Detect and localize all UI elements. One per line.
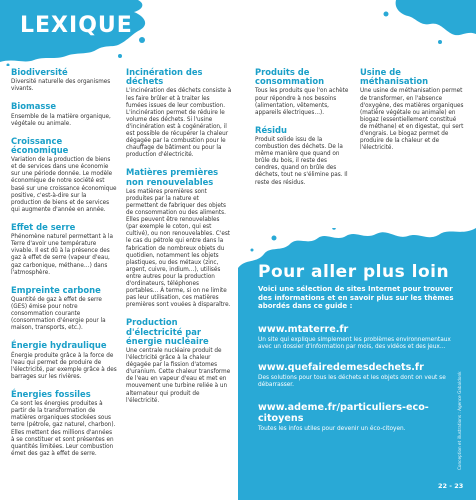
glossary-term: Empreinte carbone [11,284,101,295]
resource-link-block [258,324,463,351]
lexique-column-4 [360,68,464,161]
glossary-entry [11,102,117,127]
glossary-definition: Tous les produits que l'on achète pour répondre à nos besoins (alimentation, vêtements, appareils électriques…). [255,88,349,116]
glossary-definition: Une usine de méthanisation permet de transformer, en l'absence d'oxygène, des matières organiques (matière végétale ou animale) en biogaz (essentiellement constitué de méthane) et en digestat, qui sert d'engrais. Le biogaz permet de produire de la chaleur et de l'électricité. [360,88,464,152]
glossary-term: Croissance économique [11,135,69,155]
glossary-entry [126,318,232,404]
glossary-definition: Les matières premières sont produites par la nature et permettent de fabriquer des objets de consommation ou des aliments. Elles peuvent être renouvelables (par exemple le coton, qui est cultivé), ou non renouvelables. C'est le cas du pétrole qui entre dans la fabrication de nombreux objets du quotidien, notamment les objets plastiques, ou des métaux (zinc, argent, cuivre, indium…), utilisés entre autres pour la production d'ordinateurs, téléphones portables… À terme, si on ne limite pas leur utilisation, ces matières premières sont vouées à disparaître. [126,188,231,309]
glossary-definition: Diversité naturelle des organismes vivants. [11,79,111,93]
glossary-term: Biomasse [11,101,57,112]
glossary-entry [11,390,117,458]
glossary-term: Incinération des déchets [126,67,203,87]
glossary-entry [11,286,117,333]
corner-ink-splash [356,0,476,50]
resource-link-block [258,402,463,433]
resource-link-block [258,362,463,389]
glossary-term: Production d'électricité par énergie nucléaire [126,317,209,346]
glossary-definition: Quantité de gaz à effet de serre (GES) émise pour notre consommation courante (consommation d'énergie pour la maison, transports, etc.). [11,296,106,332]
glossary-entry [360,68,464,152]
glossary-term: Usine de méthanisation [360,67,429,87]
resource-link[interactable]: www.mtaterre.fr [258,324,349,335]
glossary-entry [11,68,117,93]
lexique-column-2 [126,68,232,414]
glossary-term: Énergies fossiles [11,388,91,399]
glossary-entry [255,126,353,187]
glossary-definition: Une centrale nucléaire produit de l'électricité grâce à la chaleur dégagée par la fission d'atomes d'uranium. Cette chaleur transforme de l'eau en vapeur d'eau et met en mouvement une turbine reliée à un alternateur qui produit de l'électricité. [126,347,231,404]
resources-title: Pour aller plus loin [258,262,450,282]
glossary-definition: Variation de la production de biens et de services dans une économie sur une période donnée. Le modèle économique de notre société est basé sur une croissance économique positive, c'est-à-dire sur la production de biens et de services qui augmente d'année en année. [11,157,117,213]
glossary-definition: Ensemble de la matière organique, végétale ou animale. [11,113,111,127]
glossary-definition: L'incinération des déchets consiste à les faire brûler et à traiter les fumées issues de leur combustion. L'incinération permet de réduire le volume des déchets. Si l'usine d'incinération est à cogénération, il est possible de récupérer la chaleur dégagée par la combustion pour le chauffage de bâtiment ou pour la production d'électricité. [126,88,232,159]
glossary-definition: Phénomène naturel permettant à la Terre d'avoir une température vivable. Il est dû à la présence des gaz à effet de serre (vapeur d'eau, gaz carbonique, méthane…) dans l'atmosphère. [11,234,113,276]
resources-intro: Voici une sélection de sites Internet pour trouver des informations et en savoir plus sur les thèmes abordés dans ce guide : [258,285,454,311]
glossary-term: Matières premières non renouvelables [126,167,219,187]
glossary-entry [126,68,232,159]
glossary-term: Énergie hydraulique [11,340,107,351]
glossary-entry [11,223,117,277]
glossary-entry [11,137,117,214]
glossary-term: Résidu [255,124,287,135]
page-numbers: 22 - 23 [438,482,464,490]
glossary-term: Biodiversité [11,67,68,77]
page-title: LEXIQUE [20,13,133,38]
lexique-column-3 [255,68,353,196]
glossary-entry [255,68,353,117]
glossary-definition: Produit solide issu de la combustion des déchets. De la même manière que quand on brûle du bois, il reste des cendres, quand on brûle des déchets, tout ne s'élimine pas. Il reste des résidus. [255,136,348,186]
resource-description: Des solutions pour tous les déchets et les objets dont on veut se débarrasser. [258,375,446,389]
glossary-definition: Ce sont les énergies produites à partir de la transformation de matières organiques stockées sous terre (pétrole, gaz naturel, charbon). Elles mettent des millions d'années à se constituer et sont présentes en quantités limitées. Leur combustion émet des gaz à effet de serre. [11,401,116,457]
resource-description: Toutes les infos utiles pour devenir un éco-citoyen. [258,426,406,432]
lexique-column-1 [11,68,117,467]
glossary-entry [11,341,117,381]
resource-link[interactable]: www.quefairedemesdechets.fr [258,362,424,373]
design-credit-text: Conception et illustrations : Agence Gabaldonk [457,371,462,470]
resource-link[interactable]: www.ademe.fr/particuliers-eco-citoyens [258,402,429,424]
design-credit [457,350,470,470]
glossary-definition: Énergie produite grâce à la force de l'eau qui permet de produire de l'électricité, par exemple grâce à des barrages sur les rivières. [11,352,117,380]
glossary-entry [126,168,232,309]
resource-description: Un site qui explique simplement les problèmes environnementaux avec un dossier d'information par mois, des vidéos et des jeux… [258,337,451,351]
glossary-term: Effet de serre [11,221,76,232]
glossary-term: Produits de consommation [255,67,325,87]
